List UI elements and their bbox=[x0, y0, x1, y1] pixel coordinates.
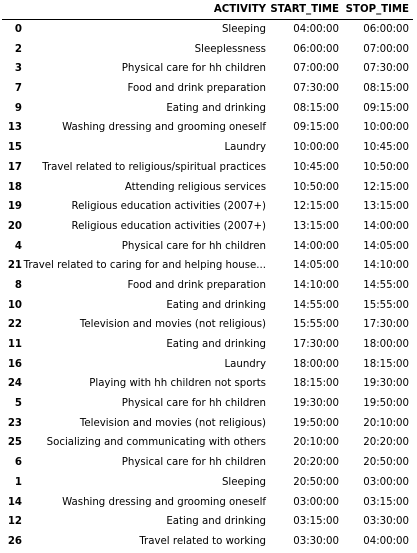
table-row bbox=[0, 473, 417, 493]
cell-stop-time: 19:50:00 bbox=[363, 398, 409, 410]
row-index: 15 bbox=[7, 142, 22, 154]
cell-start-time: 18:15:00 bbox=[293, 378, 339, 390]
cell-start-time: 03:30:00 bbox=[293, 535, 339, 547]
cell-start-time: 20:20:00 bbox=[293, 457, 339, 469]
cell-activity: Sleeping bbox=[221, 476, 266, 488]
cell-activity: Food and drink preparation bbox=[127, 279, 266, 291]
row-index: 6 bbox=[14, 457, 22, 469]
cell-stop-time: 10:00:00 bbox=[363, 122, 409, 134]
row-index: 26 bbox=[7, 535, 22, 547]
row-index: 14 bbox=[7, 496, 22, 508]
cell-start-time: 10:50:00 bbox=[293, 181, 339, 193]
cell-stop-time: 07:00:00 bbox=[363, 43, 409, 55]
table-row bbox=[0, 138, 417, 158]
row-index: 22 bbox=[7, 319, 22, 331]
cell-start-time: 15:55:00 bbox=[293, 319, 339, 331]
table-row bbox=[0, 20, 417, 40]
row-index: 18 bbox=[7, 181, 22, 193]
cell-activity: Sleeping bbox=[221, 24, 266, 35]
table-row bbox=[0, 335, 417, 355]
cell-stop-time: 14:55:00 bbox=[363, 279, 409, 291]
cell-start-time: 09:15:00 bbox=[293, 122, 339, 134]
table-row bbox=[0, 394, 417, 414]
cell-start-time: 17:30:00 bbox=[293, 339, 339, 350]
table-row bbox=[0, 493, 417, 513]
row-index: 4 bbox=[14, 240, 22, 252]
row-index: 19 bbox=[7, 201, 22, 213]
cell-stop-time: 20:20:00 bbox=[363, 437, 409, 449]
header-stop-time: STOP_TIME bbox=[345, 4, 409, 15]
cell-start-time: 18:00:00 bbox=[293, 358, 339, 370]
table-row bbox=[0, 433, 417, 453]
cell-activity: Eating and drinking bbox=[166, 339, 266, 350]
table-row bbox=[0, 178, 417, 198]
cell-activity: Sleeplessness bbox=[194, 43, 266, 55]
cell-stop-time: 18:15:00 bbox=[363, 358, 409, 370]
cell-stop-time: 14:10:00 bbox=[363, 260, 409, 272]
table-row bbox=[0, 40, 417, 60]
cell-activity: Laundry bbox=[224, 358, 266, 370]
cell-start-time: 14:00:00 bbox=[293, 240, 339, 252]
cell-start-time: 19:30:00 bbox=[293, 398, 339, 410]
row-index: 24 bbox=[7, 378, 22, 390]
cell-activity: Television and movies (not religious) bbox=[79, 319, 266, 331]
cell-activity: Physical care for hh children bbox=[121, 240, 266, 252]
cell-activity: Travel related to caring for and helping house... bbox=[23, 260, 266, 272]
cell-start-time: 07:00:00 bbox=[293, 63, 339, 75]
cell-start-time: 20:10:00 bbox=[293, 437, 339, 449]
row-index: 13 bbox=[7, 122, 22, 134]
cell-stop-time: 03:15:00 bbox=[363, 496, 409, 508]
cell-start-time: 10:45:00 bbox=[293, 161, 339, 173]
cell-stop-time: 20:50:00 bbox=[363, 457, 409, 469]
cell-activity: Food and drink preparation bbox=[127, 83, 266, 95]
cell-stop-time: 13:15:00 bbox=[363, 201, 409, 213]
cell-stop-time: 06:00:00 bbox=[363, 24, 409, 35]
cell-stop-time: 03:30:00 bbox=[363, 516, 409, 528]
row-index: 20 bbox=[7, 220, 22, 232]
header-start-time: START_TIME bbox=[270, 4, 339, 15]
cell-stop-time: 20:10:00 bbox=[363, 417, 409, 429]
cell-activity: Eating and drinking bbox=[166, 516, 266, 528]
cell-start-time: 14:55:00 bbox=[293, 299, 339, 311]
cell-activity: Eating and drinking bbox=[166, 102, 266, 114]
row-index: 17 bbox=[7, 161, 22, 173]
cell-stop-time: 12:15:00 bbox=[363, 181, 409, 193]
cell-stop-time: 18:00:00 bbox=[363, 339, 409, 350]
table-row bbox=[0, 79, 417, 99]
table-row bbox=[0, 59, 417, 79]
cell-stop-time: 04:00:00 bbox=[363, 535, 409, 547]
row-index: 25 bbox=[7, 437, 22, 449]
table-row bbox=[0, 256, 417, 276]
cell-activity: Religious education activities (2007+) bbox=[71, 201, 266, 213]
cell-stop-time: 10:45:00 bbox=[363, 142, 409, 154]
table-row bbox=[0, 414, 417, 434]
table-row bbox=[0, 532, 417, 552]
row-index: 16 bbox=[7, 358, 22, 370]
cell-start-time: 10:00:00 bbox=[293, 142, 339, 154]
cell-start-time: 14:05:00 bbox=[293, 260, 339, 272]
cell-stop-time: 10:50:00 bbox=[363, 161, 409, 173]
cell-stop-time: 14:00:00 bbox=[363, 220, 409, 232]
table-row bbox=[0, 315, 417, 335]
cell-start-time: 14:10:00 bbox=[293, 279, 339, 291]
cell-stop-time: 14:05:00 bbox=[363, 240, 409, 252]
table-row bbox=[0, 99, 417, 119]
row-index: 1 bbox=[14, 476, 22, 488]
table-row bbox=[0, 296, 417, 316]
row-index: 8 bbox=[14, 279, 22, 291]
cell-start-time: 13:15:00 bbox=[293, 220, 339, 232]
header-activity: ACTIVITY bbox=[213, 4, 266, 15]
table-header bbox=[0, 0, 417, 20]
cell-stop-time: 09:15:00 bbox=[363, 102, 409, 114]
row-index: 23 bbox=[7, 417, 22, 429]
table-row bbox=[0, 158, 417, 178]
cell-activity: Physical care for hh children bbox=[121, 398, 266, 410]
cell-stop-time: 08:15:00 bbox=[363, 83, 409, 95]
row-index: 9 bbox=[14, 102, 22, 114]
row-index: 11 bbox=[7, 339, 22, 350]
table-row bbox=[0, 217, 417, 237]
row-index: 12 bbox=[7, 516, 22, 528]
table-body bbox=[0, 20, 417, 552]
cell-start-time: 08:15:00 bbox=[293, 102, 339, 114]
table-row bbox=[0, 453, 417, 473]
cell-start-time: 12:15:00 bbox=[293, 201, 339, 213]
cell-start-time: 03:15:00 bbox=[293, 516, 339, 528]
row-index: 5 bbox=[14, 398, 22, 410]
cell-stop-time: 15:55:00 bbox=[363, 299, 409, 311]
row-index: 2 bbox=[14, 43, 22, 55]
cell-activity: Eating and drinking bbox=[166, 299, 266, 311]
cell-start-time: 04:00:00 bbox=[293, 24, 339, 35]
cell-activity: Playing with hh children not sports bbox=[89, 378, 266, 390]
cell-stop-time: 07:30:00 bbox=[363, 63, 409, 75]
row-index: 0 bbox=[14, 24, 22, 35]
table-row bbox=[0, 276, 417, 296]
table-row bbox=[0, 118, 417, 138]
cell-activity: Television and movies (not religious) bbox=[79, 417, 266, 429]
cell-activity: Religious education activities (2007+) bbox=[71, 220, 266, 232]
table-row bbox=[0, 355, 417, 375]
cell-start-time: 20:50:00 bbox=[293, 476, 339, 488]
table-row bbox=[0, 512, 417, 532]
table-row bbox=[0, 374, 417, 394]
cell-start-time: 19:50:00 bbox=[293, 417, 339, 429]
row-index: 10 bbox=[7, 299, 22, 311]
cell-activity: Physical care for hh children bbox=[121, 63, 266, 75]
cell-activity: Socializing and communicating with others bbox=[46, 437, 266, 449]
cell-activity: Attending religious services bbox=[124, 181, 266, 193]
cell-stop-time: 03:00:00 bbox=[363, 476, 409, 488]
cell-activity: Physical care for hh children bbox=[121, 457, 266, 469]
cell-activity: Travel related to religious/spiritual practices bbox=[42, 161, 266, 173]
row-index: 3 bbox=[14, 63, 22, 75]
cell-activity: Travel related to working bbox=[139, 535, 266, 547]
cell-start-time: 07:30:00 bbox=[293, 83, 339, 95]
row-index: 7 bbox=[14, 83, 22, 95]
cell-activity: Washing dressing and grooming oneself bbox=[62, 496, 266, 508]
cell-start-time: 03:00:00 bbox=[293, 496, 339, 508]
cell-activity: Washing dressing and grooming oneself bbox=[62, 122, 266, 134]
cell-start-time: 06:00:00 bbox=[293, 43, 339, 55]
table-row bbox=[0, 197, 417, 217]
row-index: 21 bbox=[7, 260, 22, 272]
table-row bbox=[0, 237, 417, 257]
cell-activity: Laundry bbox=[224, 142, 266, 154]
cell-stop-time: 19:30:00 bbox=[363, 378, 409, 390]
cell-stop-time: 17:30:00 bbox=[363, 319, 409, 331]
